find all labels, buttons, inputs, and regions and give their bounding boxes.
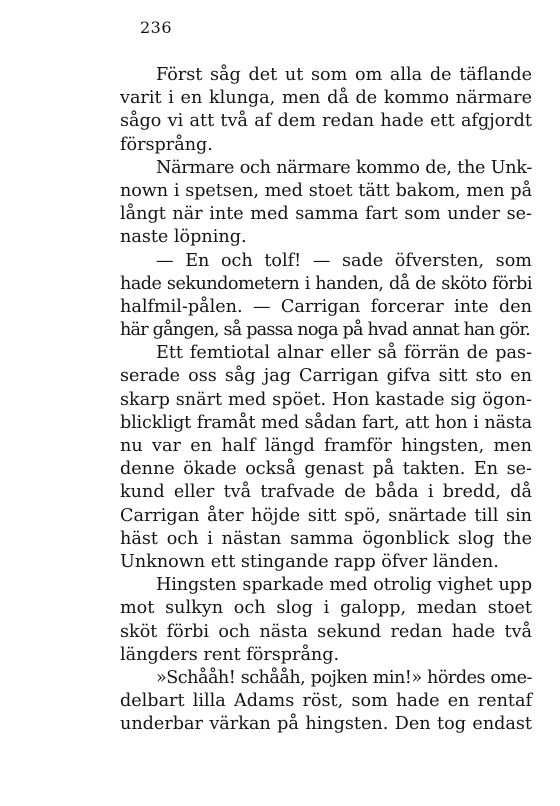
- text-line: halfmil-pålen. — Carrigan forcerar inte den: [120, 296, 532, 317]
- text-line: sågo vi att två af dem redan hade ett afgjordt: [120, 111, 532, 132]
- text-line: naste löpning.: [120, 227, 247, 248]
- text-line: Hingsten sparkade med otrolig vighet upp: [156, 575, 532, 596]
- text-line: Ett femtiotal alnar eller så förrän de pas-: [156, 343, 532, 364]
- text-line: hade sekundometern i handen, då de sköto förbi: [120, 273, 532, 294]
- text-line: Närmare och närmare kommo de, the Unk-: [156, 157, 532, 178]
- paragraph: [120, 574, 532, 667]
- paragraph: [120, 157, 532, 250]
- paragraph: [120, 667, 532, 737]
- text-line: kund eller två trafvade de båda i bredd, då: [120, 482, 532, 503]
- text-line: Carrigan åter höjde sitt spö, snärtade till sin: [120, 505, 532, 526]
- text-line: längders rent försprång.: [120, 644, 340, 665]
- text-line: här gången, så passa noga på hvad annat han gör.: [120, 320, 530, 341]
- text-line: denne ökade också genast på takten. En se-: [120, 459, 532, 480]
- text-line: Unknown ett stingande rapp öfver länden.: [120, 551, 499, 572]
- paragraph: [120, 342, 532, 574]
- text-line: »Schååh! schååh, pojken min!» hördes ome-: [156, 667, 532, 688]
- text-line: sköt förbi och nästa sekund redan hade två: [120, 621, 532, 642]
- page-number: 236: [140, 18, 173, 37]
- text-line: — En och tolf! — sade öfversten, som: [156, 250, 532, 271]
- text-line: häst och i nästan samma ögonblick slog the: [120, 528, 532, 549]
- text-line: Först såg det ut som om alla de täflande: [156, 65, 532, 85]
- text-line: nown i spetsen, med stoet tätt bakom, men på: [120, 180, 532, 201]
- text-line: skarp snärt med spöet. Hon kastade sig ögon-: [120, 389, 532, 410]
- body-text: [120, 64, 532, 736]
- text-line: långt när inte med samma fart som under se-: [120, 204, 532, 225]
- paragraph: [120, 64, 532, 157]
- text-line: nu var en half längd framför hingsten, men: [120, 436, 532, 456]
- text-line: blickligt framåt med sådan fart, att hon i nästa: [120, 412, 532, 433]
- text-line: varit i en klunga, men då de kommo närmare: [120, 88, 532, 109]
- text-line: försprång.: [120, 134, 213, 155]
- text-line: delbart lilla Adams röst, som hade en rentaf: [120, 691, 532, 712]
- paragraph: [120, 250, 532, 343]
- text-line: serade oss såg jag Carrigan gifva sitt sto en: [120, 366, 532, 387]
- text-line: underbar värkan på hingsten. Den tog endast: [120, 714, 532, 735]
- text-line: mot sulkyn och slog i galopp, medan stoet: [120, 598, 532, 619]
